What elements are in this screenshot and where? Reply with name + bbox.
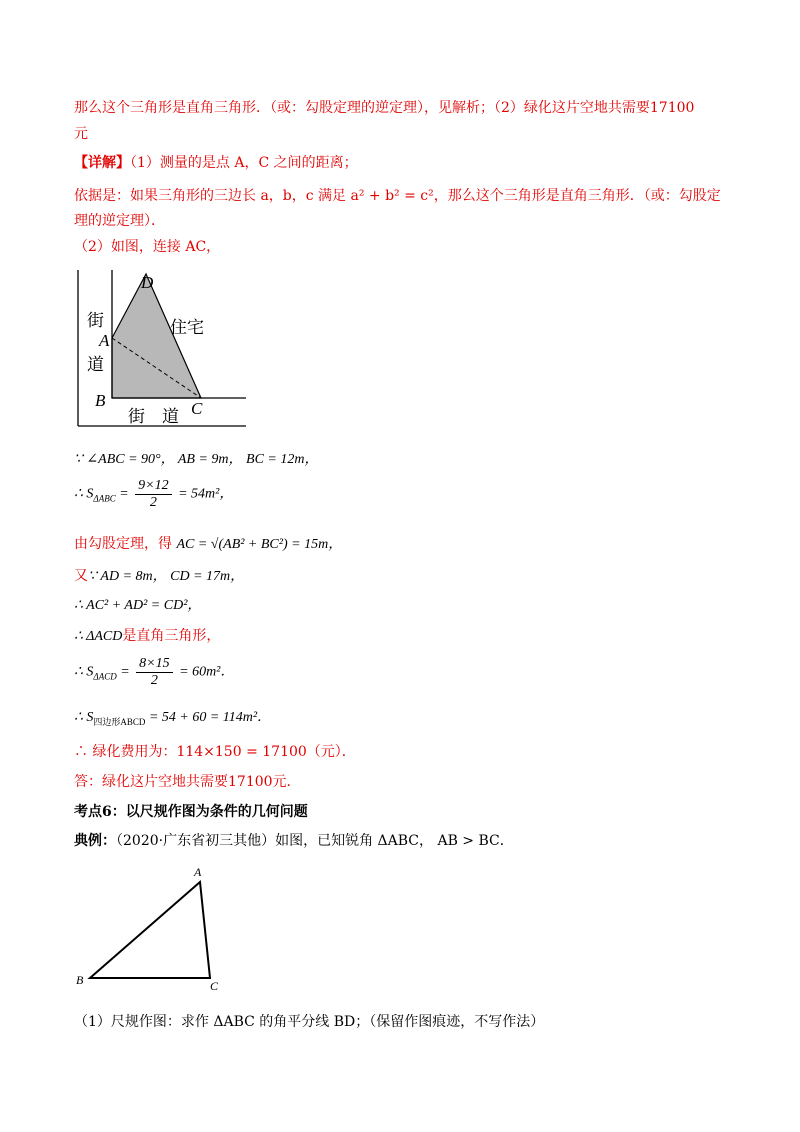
- detail-line: [74, 153, 358, 173]
- area-acd-num: 8×15: [136, 656, 172, 673]
- area-total-symbol: ∴ S: [74, 710, 94, 725]
- area-abc-symbol: ∴ S: [74, 486, 94, 502]
- point-a-label: A: [99, 331, 110, 350]
- vertex-b-label: B: [76, 973, 84, 987]
- point-b-label: B: [95, 391, 106, 410]
- triangle-figure: [70, 862, 240, 992]
- area-total-result: = 54 + 60 = 114m²．: [148, 710, 272, 725]
- given-lengths: [74, 566, 244, 587]
- area-total-line: [74, 708, 271, 732]
- answer-final: 答：绿化这片空地共需要17100元．: [74, 774, 301, 790]
- area-total-sub: 四边形ABCD: [93, 717, 146, 727]
- example-text: （2020·广东省初三其他）如图，已知锐角 ΔABC， AB > BC．: [116, 833, 514, 849]
- given-angles: ∵ ∠ABC = 90°， AB = 9m， BC = 12m，: [74, 452, 319, 467]
- converse-check: ∴ AC² + AD² = CD²，: [74, 598, 202, 613]
- area-abc-line: ∴ $S_{\Delta ABC}$ = $\frac{9\times 12}{2}$ = 54m²，: [74, 478, 234, 510]
- street-label-v2: 道: [87, 355, 104, 374]
- area-abc-num: 9×12: [135, 478, 171, 495]
- pythagoras-line: [74, 534, 342, 555]
- also-word: 又: [74, 568, 88, 584]
- triangle-abc: [90, 882, 210, 978]
- answer-line-1: 那么这个三角形是直角三角形．（或：勾股定理的逆定理），见解析；（2）绿化这片空地共需要17100: [74, 100, 695, 116]
- right-triangle-text: 是直角三角形，: [122, 628, 221, 644]
- street-label-h: 街 道: [128, 407, 179, 426]
- example-tag: 典例：: [74, 833, 116, 849]
- point-d-label: D: [141, 273, 154, 292]
- task-1: （1）尺规作图：求作 ΔABC 的角平分线 BD；（保留作图痕迹，不写作法）: [74, 1014, 545, 1030]
- cost-line: ∴ 绿化费用为：114×150 = 17100（元）．: [74, 744, 356, 760]
- street-label-v1: 街: [87, 311, 104, 330]
- detail-text: （1）测量的是点 A，C 之间的距离；: [130, 155, 358, 171]
- detail-tag: 【详解】: [74, 155, 130, 171]
- example-line: [74, 831, 514, 851]
- pythagoras-text: 由勾股定理，得: [74, 536, 172, 552]
- street-figure: [70, 266, 250, 438]
- answer-line-2: 元: [74, 126, 88, 142]
- right-triangle-line: [74, 626, 220, 647]
- point-c-label: C: [191, 399, 203, 418]
- given-lengths-math: ∵ AD = 8m， CD = 17m，: [88, 569, 245, 584]
- area-abc-den: 2: [149, 495, 157, 510]
- basis-line-2: 理的逆定理）．: [74, 213, 165, 229]
- area-acd-symbol: ∴ S: [74, 664, 94, 680]
- area-abc-sub: ΔABC: [93, 493, 116, 504]
- area-abc-result: = 54m²，: [178, 486, 234, 502]
- house-label: 住宅: [170, 318, 204, 337]
- basis-line-1: 依据是：如果三角形的三边长 a，b，c 满足 a² + b² = c²，那么这个三角形是直角三角形．（或：勾股定: [74, 188, 721, 204]
- area-acd-den: 2: [150, 673, 158, 688]
- area-acd-sub: ΔACD: [93, 671, 117, 682]
- area-acd-result: = 60m²．: [179, 664, 235, 680]
- section-heading: 考点6：以尺规作图为条件的几何问题: [74, 804, 308, 820]
- vertex-a-label: A: [194, 865, 202, 879]
- area-acd-line: ∴ $S_{\Delta ACD}$ = $\frac{8\times 15}{2}$ = 60m²．: [74, 656, 235, 688]
- triangle-acd: ∴ ΔACD: [74, 629, 123, 644]
- vertex-c-label: C: [210, 979, 219, 992]
- pythagoras-math: AC = √(AB² + BC²) = 15m，: [176, 537, 343, 552]
- part2-intro: （2）如图，连接 AC，: [74, 239, 221, 255]
